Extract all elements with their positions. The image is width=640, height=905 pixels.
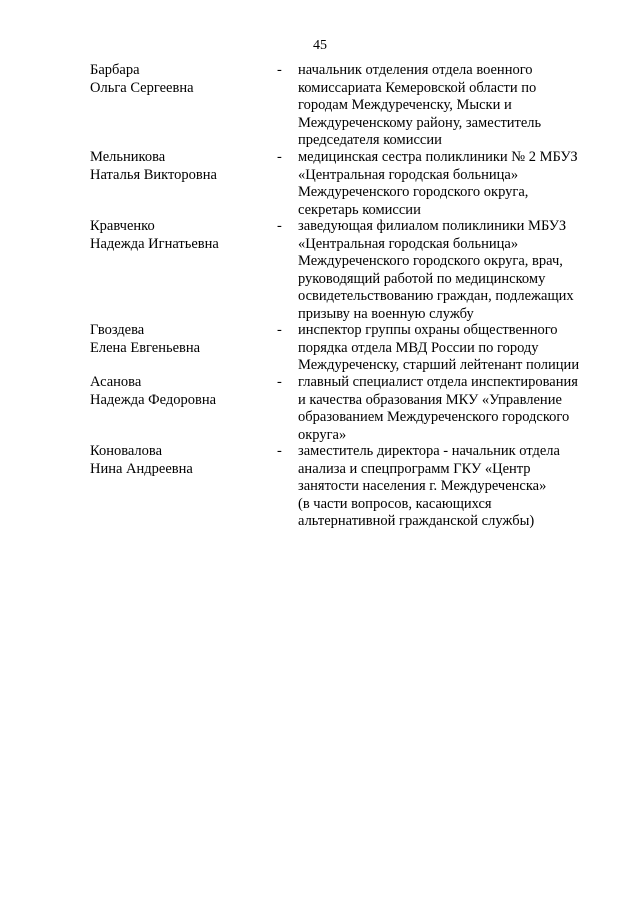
role-line: образованием Междуреченского городского (298, 409, 570, 425)
member-role (298, 374, 608, 444)
member-role (298, 218, 608, 323)
member-given-name: Наталья Викторовна (90, 166, 217, 183)
page-number: 45 (313, 38, 327, 53)
role-line: руководящий работой по медицинскому (298, 270, 546, 287)
member-given-name: Елена Евгеньевна (90, 339, 201, 356)
role-line: порядка отдела МВД России по городу (298, 339, 539, 356)
member-name (90, 374, 270, 409)
separator-dash: - (277, 322, 282, 338)
role-line: Междуреченского городского округа, врач, (298, 253, 563, 269)
member-name (90, 322, 270, 357)
member-given-name: Нина Андреевна (90, 460, 193, 477)
separator-dash: - (277, 443, 282, 459)
role-line: заместитель директора - начальник отдела (298, 443, 560, 459)
member-surname: Барбара (90, 62, 140, 78)
member-surname: Асанова (90, 374, 142, 390)
role-line: (в части вопросов, касающихся (298, 495, 492, 512)
member-role (298, 322, 608, 375)
role-line: начальник отделения отдела военного (298, 62, 533, 78)
separator-dash: - (277, 149, 282, 165)
role-line: освидетельствованию граждан, подлежащих (298, 288, 574, 304)
member-role (298, 149, 608, 219)
role-line: городам Междуреченску, Мыски и (298, 97, 512, 113)
member-name (90, 149, 270, 184)
role-line: председателя комиссии (298, 132, 442, 148)
member-role (298, 443, 608, 531)
member-name (90, 62, 270, 97)
member-given-name: Надежда Игнатьевна (90, 235, 219, 252)
member-surname: Мельникова (90, 149, 166, 165)
role-line: «Центральная городская больница» (298, 166, 519, 183)
role-line: занятости населения г. Междуреченска» (298, 478, 547, 494)
separator-dash: - (277, 218, 282, 234)
role-line: Междуреченского городского округа, (298, 184, 529, 200)
role-line: заведующая филиалом поликлиники МБУЗ (298, 218, 567, 234)
role-line: медицинская сестра поликлиники № 2 МБУЗ (298, 149, 578, 165)
member-given-name: Ольга Сергеевна (90, 79, 194, 96)
member-surname: Кравченко (90, 218, 155, 234)
role-line: Междуреченскому району, заместитель (298, 114, 542, 131)
member-name (90, 443, 270, 478)
role-line: и качества образования МКУ «Управление (298, 391, 562, 408)
separator-dash: - (277, 62, 282, 78)
role-line: комиссариата Кемеровской области по (298, 79, 537, 96)
member-surname: Коновалова (90, 443, 163, 459)
member-name (90, 218, 270, 253)
role-line: инспектор группы охраны общественного (298, 322, 558, 338)
role-line: альтернативной гражданской службы) (298, 513, 535, 529)
role-line: призыву на военную службу (298, 305, 474, 322)
role-line: Междуреченску, старший лейтенант полиции (298, 357, 580, 373)
member-surname: Гвоздева (90, 322, 145, 338)
role-line: анализа и спецпрограмм ГКУ «Центр (298, 460, 531, 477)
role-line: главный специалист отдела инспектирования (298, 374, 578, 390)
separator-dash: - (277, 374, 282, 390)
role-line: «Центральная городская больница» (298, 235, 519, 252)
member-given-name: Надежда Федоровна (90, 391, 217, 408)
role-line: секретарь комиссии (298, 201, 421, 218)
member-role (298, 62, 608, 150)
role-line: округа» (298, 426, 347, 443)
